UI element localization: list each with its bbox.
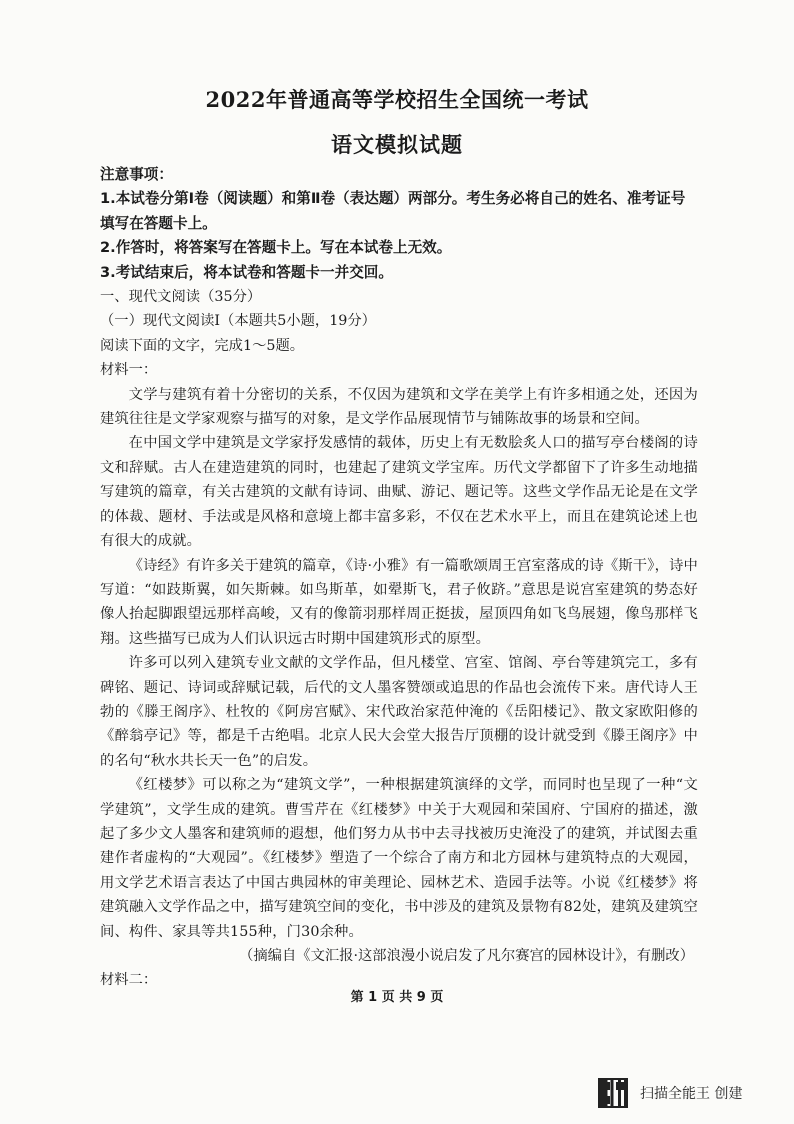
- paragraph: 《诗经》有许多关于建筑的篇章，《诗·小雅》有一篇歌颂周王宫室落成的诗《斯干》，诗中写道：“如跂斯翼，如矢斯棘。如鸟斯革，如翚斯飞，君子攸跻。”意思是说宫室建筑的势态好像人抬起脚跟望远那样高峻，又有的像箭羽那样周正挺拔，屋顶四角如飞鸟展翅，像鸟那样飞翔。这些描写已成为人们认识远古时期中国建筑形式的原型。: [100, 557, 698, 647]
- material-1-label: 材料一：: [100, 362, 158, 379]
- source-citation: （摘编自《文汇报·这部浪漫小说启发了凡尔赛宫的园林设计》，有删改）: [239, 948, 694, 964]
- paragraph: 《红楼梦》可以称之为“建筑文学”，一种根据建筑演绎的文学，而同时也呈现了一种“文学建筑”，文学生成的建筑。曹雪芹在《红楼梦》中关于大观园和荣国府、宁国府的描述，激起了多少文人墨客和建筑师的遐想，他们努力从书中去寻找被历史淹没了的建筑，并试图去重建作者虚构的“大观园”。《红楼梦》塑造了一个综合了南方和北方园林与建筑特点的大观园，用文学艺术语言表达了中国古典园林的审美理论、园林艺术、造园手法等。小说《红楼梦》将建筑融入文学作品之中，描写建筑空间的变化，书中涉及的建筑及景物有82处，建筑及建筑空间、构件、家具等共155种，门30余种。: [100, 777, 698, 940]
- material-2-label: 材料二：: [100, 972, 158, 989]
- notice-block: [100, 163, 698, 285]
- notice-item-2: 2.作答时，将答案写在答题卡上。写在本试卷上无效。: [100, 239, 452, 257]
- notice-item-1: 1.本试卷分第Ⅰ卷（阅读题）和第Ⅱ卷（表达题）两部分。考生务必将自己的姓名、准考证号填写在答题卡上。: [100, 190, 686, 232]
- section-header: [100, 285, 698, 383]
- exam-subtitle: 语文模拟试题: [331, 132, 463, 157]
- paragraph: 文学与建筑有着十分密切的关系，不仅因为建筑和文学在美学上有许多相通之处，还因为建筑往往是文学家观察与描写的对象，是文学作品展现情节与铺陈故事的场景和空间。: [100, 386, 698, 428]
- exam-title: 2022年普通高等学校招生全国统一考试: [205, 87, 589, 112]
- qr-code-icon: [598, 1078, 628, 1108]
- watermark-text: 扫描全能王 创建: [640, 1086, 743, 1102]
- notice-item-3: 3.考试结束后，将本试卷和答题卡一并交回。: [100, 263, 393, 281]
- page-body: [100, 163, 698, 993]
- reading-instruction: 阅读下面的文字，完成1～5题。: [100, 337, 305, 354]
- paragraph: 许多可以列入建筑专业文献的文学作品，但凡楼堂、宫室、馆阁、亭台等建筑完工，多有碑铭、题记、诗词或辞赋记载，后代的文人墨客赞颂或追思的作品也会流传下来。唐代诗人王勃的《滕王阁序》、杜牧的《阿房宫赋》、宋代政治家范仲淹的《岳阳楼记》、散文家欧阳修的《醉翁亭记》等，都是千古绝唱。北京人民大会堂大报告厅顶棚的设计就受到《滕王阁序》中的名句“秋水共长天一色”的启发。: [100, 655, 698, 769]
- sub-section-heading: （一）现代文阅读Ⅰ（本题共5小题，19分）: [100, 313, 376, 330]
- page-number: 第 1 页 共 9 页: [350, 990, 444, 1005]
- scanner-watermark: [598, 1076, 742, 1110]
- section-heading: 一、现代文阅读（35分）: [100, 289, 262, 306]
- paragraph: 在中国文学中建筑是文学家抒发感情的载体，历史上有无数脍炙人口的描写亭台楼阁的诗文和辞赋。古人在建造建筑的同时，也建起了建筑文学宝库。历代文学都留下了许多生动地描写建筑的篇章，有关古建筑的文献有诗词、曲赋、游记、题记等。这些文学作品无论是在文学的体裁、题材、手法或是风格和意境上都丰富多彩，不仅在艺术水平上，而且在建筑论述上也有很大的成就。: [100, 435, 698, 550]
- notice-heading: 注意事项：: [100, 166, 173, 183]
